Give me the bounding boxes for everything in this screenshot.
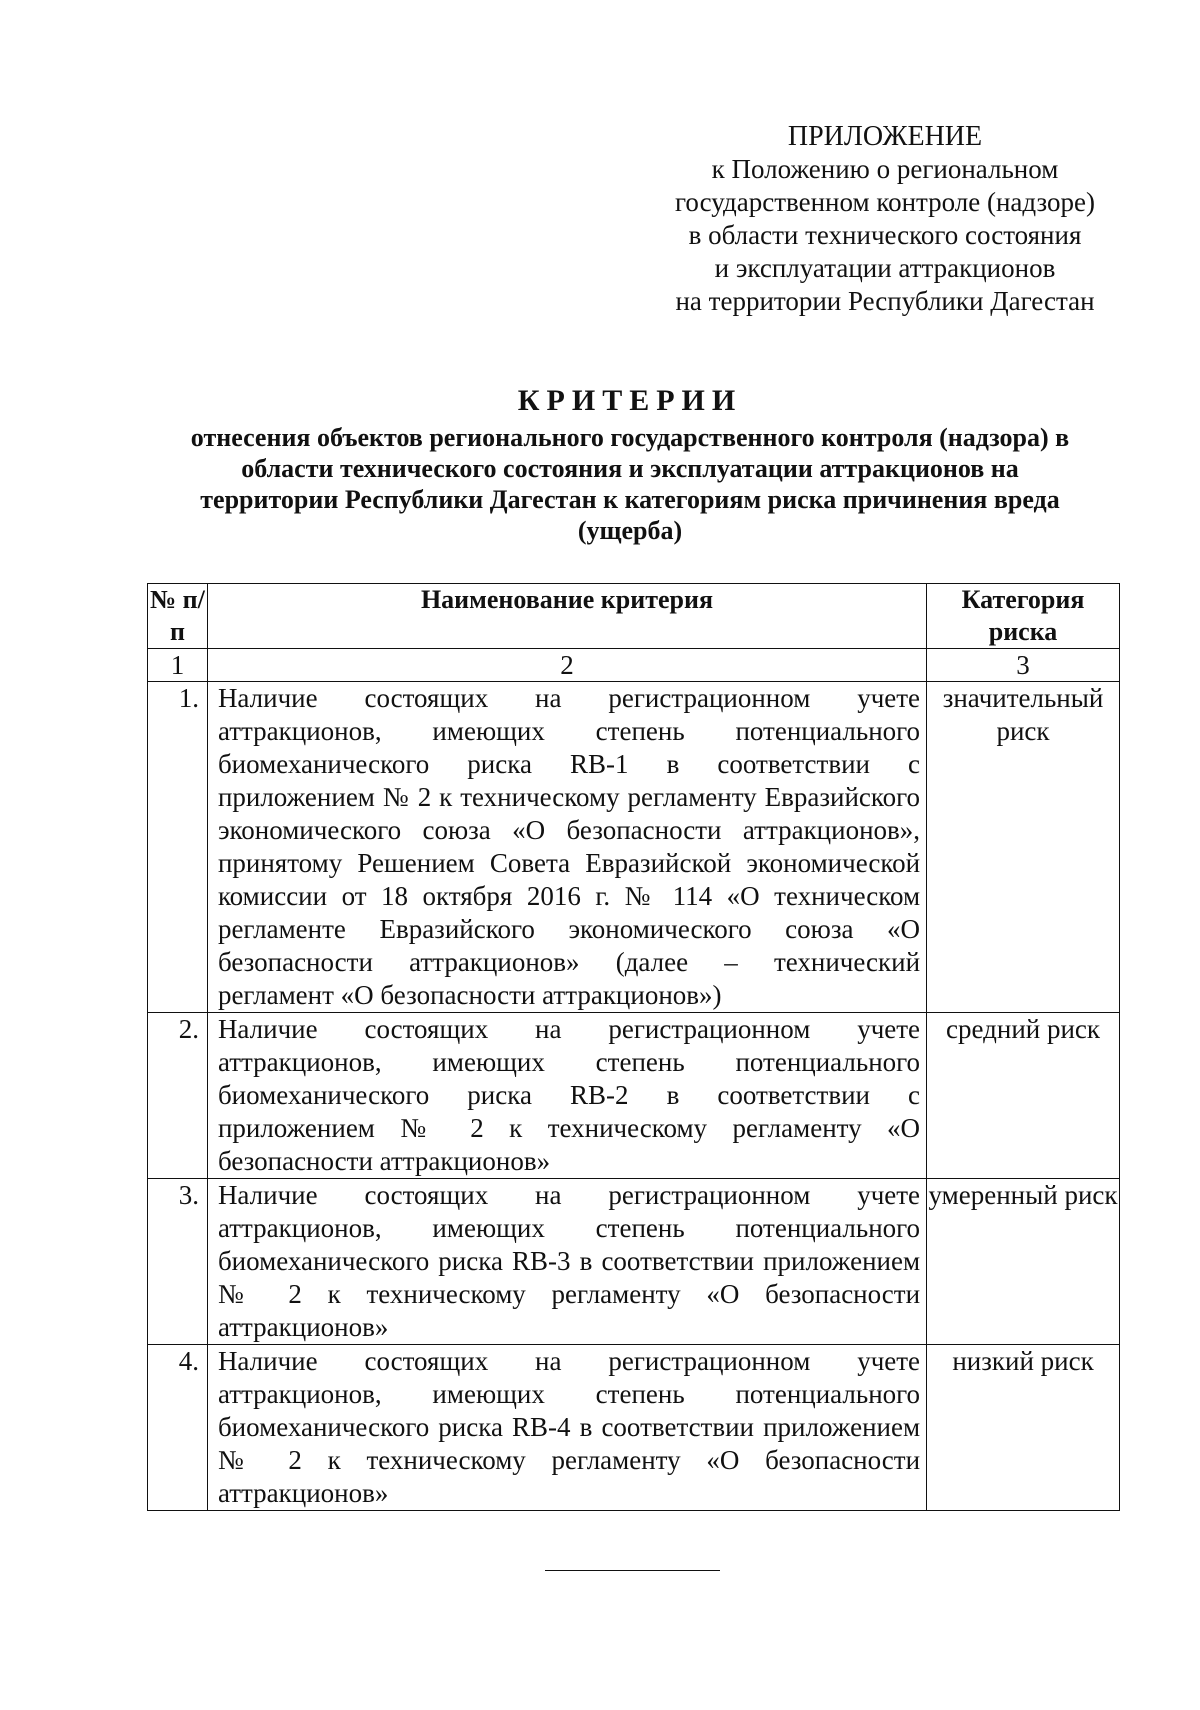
header-name: Наименование критерия <box>207 584 926 649</box>
appendix-line: в области технического состояния <box>688 220 1082 250</box>
row-risk-category: умеренный риск <box>927 1179 1120 1345</box>
appendix-line: государственном контроле (надзоре) <box>675 187 1095 217</box>
document-title <box>180 383 1080 546</box>
row-criterion-text: Наличие состоящих на регистрационном учете аттракционов, имеющих степень потенциального биомеханического риска RB-1 в соответствии с приложением № 2 к техническому регламенту Евразийского экономического союза «О безопасности аттракционов», принятому Решением Совета Евразийской экономической комиссии от 18 октября 2016 г. № 114 «О техническом регламенте Евразийского экономического союза «О безопасности аттракционов» (далее – технический регламент «О безопасности аттракционов») <box>207 682 926 1013</box>
column-number: 2 <box>207 649 926 682</box>
row-number: 3. <box>148 1179 208 1345</box>
title-word: КРИТЕРИИ <box>517 384 743 417</box>
title-subtitle: отнесения объектов регионального государственного контроля (надзора) в области технического состояния и эксплуатации аттракционов на территории Республики Дагестан к категориям риска причинения вреда (ущерба) <box>190 423 1070 545</box>
appendix-line: и эксплуатации аттракционов <box>714 253 1056 283</box>
header-category: Категория риска <box>927 584 1120 649</box>
column-number: 1 <box>148 649 208 682</box>
table-row <box>148 1013 1120 1179</box>
column-number-row <box>148 649 1120 682</box>
row-criterion-text: Наличие состоящих на регистрационном учете аттракционов, имеющих степень потенциального биомеханического риска RB-3 в соответствии приложением № 2 к техническому регламенту «О безопасности аттракционов» <box>207 1179 926 1345</box>
table-row <box>148 1179 1120 1345</box>
table-header-row <box>148 584 1120 649</box>
appendix-block <box>640 120 1130 318</box>
row-risk-category: низкий риск <box>927 1345 1120 1511</box>
row-criterion-text: Наличие состоящих на регистрационном учете аттракционов, имеющих степень потенциального биомеханического риска RB-2 в соответствии с приложением № 2 к техническому регламенту «О безопасности аттракционов» <box>207 1013 926 1179</box>
row-risk-category: значительный риск <box>927 682 1120 1013</box>
appendix-line: на территории Республики Дагестан <box>675 286 1095 316</box>
criteria-table <box>147 583 1120 1511</box>
table-row <box>148 682 1120 1013</box>
row-number: 4. <box>148 1345 208 1511</box>
row-number: 1. <box>148 682 208 1013</box>
header-num: № п/п <box>148 584 208 649</box>
appendix-heading: ПРИЛОЖЕНИЕ <box>787 121 983 152</box>
column-number: 3 <box>927 649 1120 682</box>
appendix-line: к Положению о региональном <box>711 154 1059 184</box>
closing-divider <box>545 1570 720 1571</box>
row-number: 2. <box>148 1013 208 1179</box>
row-criterion-text: Наличие состоящих на регистрационном учете аттракционов, имеющих степень потенциального биомеханического риска RB-4 в соответствии приложением № 2 к техническому регламенту «О безопасности аттракционов» <box>207 1345 926 1511</box>
row-risk-category: средний риск <box>927 1013 1120 1179</box>
table-row <box>148 1345 1120 1511</box>
